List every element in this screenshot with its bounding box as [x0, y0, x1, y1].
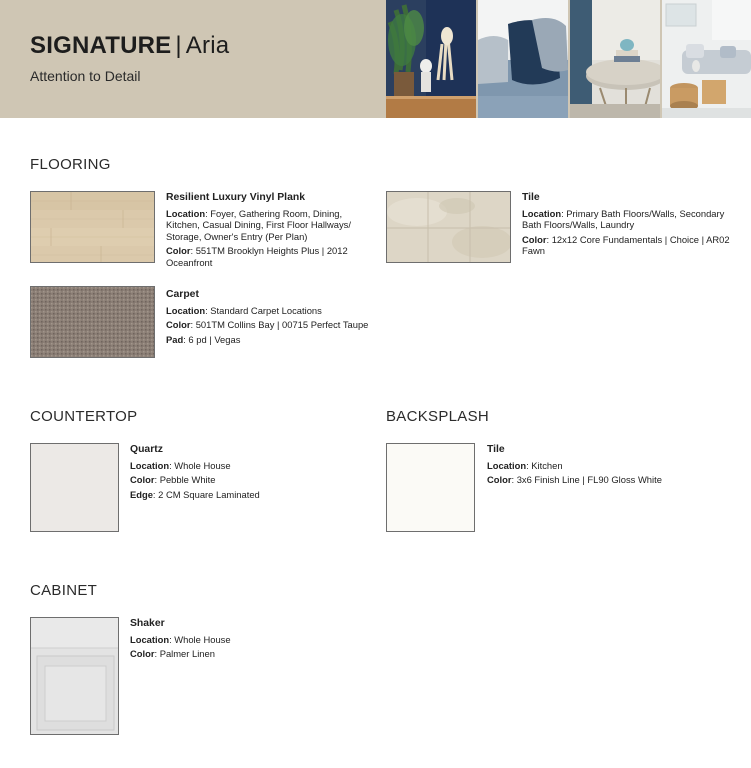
floor-tile-name: Tile	[522, 192, 540, 203]
quartz-name: Quartz	[130, 444, 163, 455]
cabinet-heading: CABINET	[30, 582, 98, 599]
carpet-color-value: 501TM Collins Bay | 00715 Perfect Taupe	[195, 319, 369, 331]
carpet-pad	[166, 334, 371, 346]
floor-tile-location	[522, 208, 732, 231]
location-label: Location	[166, 207, 206, 219]
lvp-color-value: 551TM Brooklyn Heights Plus | 2012 Oceanfront	[166, 245, 348, 268]
label-colon: :	[190, 245, 194, 257]
location-label: Location	[130, 633, 170, 645]
shaker-name: Shaker	[130, 618, 165, 629]
quartz-edge-value: 2 CM Square Laminated	[158, 488, 260, 500]
quartz-color-value: Pebble White	[159, 474, 216, 486]
backsplash-color	[487, 474, 727, 486]
lifestyle-photo-1	[386, 0, 476, 118]
pad-label: Pad	[166, 333, 184, 345]
countertop-heading: COUNTERTOP	[30, 408, 138, 425]
floor-tile-location-value: Primary Bath Floors/Walls, Secondary Bath Floors/Walls, Laundry	[522, 207, 725, 231]
brand-title	[30, 32, 229, 60]
backsplash-swatch	[386, 443, 475, 532]
lvp-location	[166, 208, 371, 243]
tagline: Attention to Detail	[30, 68, 141, 84]
label-colon: :	[154, 474, 158, 486]
carpet-info	[166, 289, 371, 348]
lvp-color	[166, 245, 371, 268]
label-colon: :	[152, 488, 156, 500]
color-label: Color	[487, 474, 512, 486]
lifestyle-photo-strip	[386, 0, 751, 118]
lifestyle-photo-4	[662, 0, 751, 118]
color-label: Color	[522, 233, 547, 245]
quartz-edge	[130, 489, 350, 501]
location-label: Location	[166, 304, 206, 316]
color-label: Color	[130, 474, 155, 486]
label-colon: :	[190, 319, 194, 331]
carpet-location	[166, 305, 371, 317]
lifestyle-photo-3	[570, 0, 660, 118]
label-colon: :	[561, 207, 564, 219]
model-name: Aria	[185, 32, 230, 59]
brand-name: SIGNATURE	[30, 32, 172, 59]
floor-tile-info	[522, 192, 732, 260]
lvp-location-value: Foyer, Gathering Room, Dining, Kitchen, Casual Dining, First Floor Hallways/ Storage, Owner's Entry (Per Plan)	[166, 207, 351, 242]
label-colon: :	[511, 474, 515, 486]
quartz-swatch	[30, 443, 119, 532]
shaker-color	[130, 648, 350, 660]
backsplash-tile-name: Tile	[487, 444, 505, 455]
color-label: Color	[130, 648, 155, 660]
label-colon: :	[183, 333, 186, 345]
backsplash-location	[487, 460, 727, 472]
shaker-color-value: Palmer Linen	[159, 648, 215, 660]
carpet-pad-value: 6 pd | Vegas	[188, 333, 241, 345]
cabinet-swatch	[30, 617, 119, 735]
carpet-color	[166, 319, 371, 331]
shaker-location-value: Whole House	[174, 633, 231, 645]
label-colon: :	[169, 633, 172, 645]
quartz-location	[130, 460, 350, 472]
lvp-swatch	[30, 191, 155, 263]
lifestyle-photo-2	[478, 0, 568, 118]
lvp-name: Resilient Luxury Vinyl Plank	[166, 192, 305, 203]
location-label: Location	[487, 459, 527, 471]
label-colon: :	[526, 459, 529, 471]
floor-tile-color	[522, 234, 732, 257]
cabinet-info	[130, 618, 350, 663]
backsplash-heading: BACKSPLASH	[386, 408, 490, 425]
floor-tile-color-value: 12x12 Core Fundamentals | Choice | AR02 Fawn	[522, 233, 730, 257]
backsplash-color-value: 3x6 Finish Line | FL90 Gloss White	[516, 474, 662, 486]
carpet-swatch	[30, 286, 155, 358]
floor-tile-swatch	[386, 191, 511, 263]
quartz-info	[130, 444, 350, 503]
brand-separator: |	[175, 32, 182, 59]
location-label: Location	[130, 459, 170, 471]
flooring-heading: FLOORING	[30, 156, 111, 173]
lvp-info	[166, 192, 371, 272]
edge-label: Edge	[130, 488, 153, 500]
label-colon: :	[205, 304, 208, 316]
quartz-location-value: Whole House	[174, 459, 231, 471]
label-colon: :	[169, 459, 172, 471]
label-colon: :	[154, 648, 158, 660]
carpet-name: Carpet	[166, 289, 199, 300]
backsplash-info	[487, 444, 727, 489]
carpet-location-value: Standard Carpet Locations	[210, 304, 322, 316]
backsplash-location-value: Kitchen	[531, 459, 563, 471]
color-label: Color	[166, 319, 191, 331]
quartz-color	[130, 474, 350, 486]
location-label: Location	[522, 207, 562, 219]
label-colon: :	[546, 233, 550, 245]
color-label: Color	[166, 245, 191, 257]
label-colon: :	[205, 207, 208, 219]
header-band	[0, 0, 751, 118]
shaker-location	[130, 634, 350, 646]
